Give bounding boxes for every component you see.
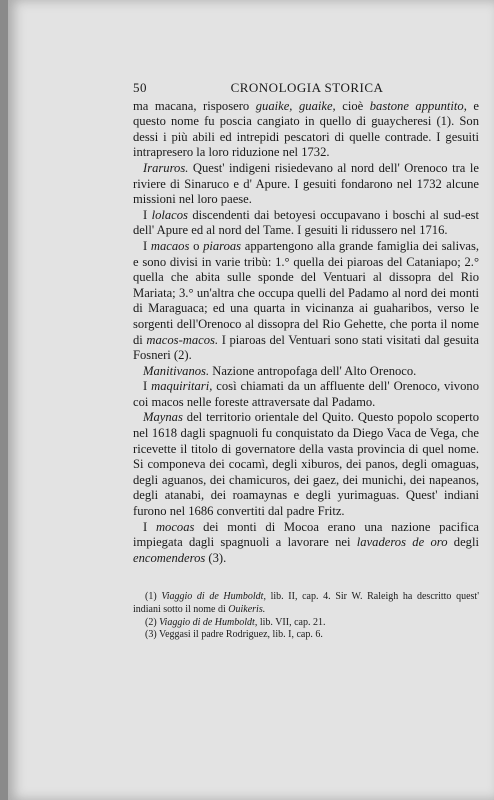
- paragraph: I mocoas dei monti di Mocoa erano una nazione pacifica impiegata dagli spagnuoli a lavorare nei lavaderos de oro degli encomenderos (3).: [133, 519, 480, 565]
- paragraph: Manitivanos. Nazione antropofaga dell' Alto Orenoco.: [143, 363, 417, 378]
- page-text-block: [133, 80, 479, 642]
- body-text: [133, 99, 479, 567]
- footnotes: [133, 591, 479, 641]
- page-header: [133, 80, 479, 96]
- footnote: (2) Viaggio di de Humboldt, lib. VII, cap. 21.: [145, 616, 326, 628]
- paragraph: Maynas del territorio orientale del Quito. Questo popolo scoperto nel 1618 dagli spagnuoli fu conquistato da Diego Vaca de Vega, che ricevette il titolo di governatore della vasta provincia di quel nome. Si componeva dei cocamì, degli xiburos, dei panos, degli omaguas, degli aguanos, dei chamicuros, dei gaez, dei munichi, dei napeanos, degli atanabi, dei roamaynas e degli yurimaguas. Quest' indiani furono nel 1686 convertiti dal padre Fritz.: [133, 410, 479, 519]
- footnote: (3) Veggasi il padre Rodriguez, lib. I, cap. 6.: [145, 629, 323, 641]
- book-page: [8, 0, 494, 800]
- paragraph: I macaos o piaroas appartengono alla grande famiglia dei salivas, e sono divisi in varie tribù: 1.° quella dei piaroas del Cataniapo; 2.° quella che abita sulle sponde del Ventuari al dissopra del Rio Mariata; 3.° un'altra che occupa quelli del Padamo al nord dei monti di Maraguaca; ed una quarta in vicinanza ai guaharibos, verso le sorgenti dell'Orenoco al dissopra del Rio Gehette, che porta il nome di macos-macos. I piaroas del Ventuari sono stati visitati dal gesuita Fosneri (2).: [133, 238, 479, 363]
- paragraph: ma macana, risposero guaike, guaike, cioè bastone appuntito, e questo nome fu poscia cangiato in quello di guaycheresi (1). Son dessi i più abili ed intrepidi pescatori di quelle contrade. I gesuiti intrapresero la loro riduzione nel 1732.: [133, 98, 479, 160]
- page-number: 50: [133, 80, 147, 95]
- paragraph: Iraruros. Quest' indigeni risiedevano al nord dell' Orenoco tra le riviere di Sinaruco e d' Apure. I gesuiti fondarono nel 1732 alcune missioni nel loro paese.: [133, 160, 479, 207]
- footnote: (1) Viaggio di de Humboldt, lib. II, cap. 4. Sir W. Raleigh ha descritto quest' indiani sotto il nome di Ouikeris.: [133, 591, 479, 615]
- paragraph: I lolacos discendenti dai betoyesi occupavano i boschi al sud-est dell' Apure ed al nord del Tame. I gesuiti li ridussero nel 1716.: [133, 207, 479, 238]
- running-title: CRONOLOGIA STORICA: [230, 80, 384, 95]
- paragraph: I maquiritari, così chiamati da un affluente dell' Orenoco, vivono coi macos nelle foreste attraversate dal Padamo.: [133, 379, 479, 409]
